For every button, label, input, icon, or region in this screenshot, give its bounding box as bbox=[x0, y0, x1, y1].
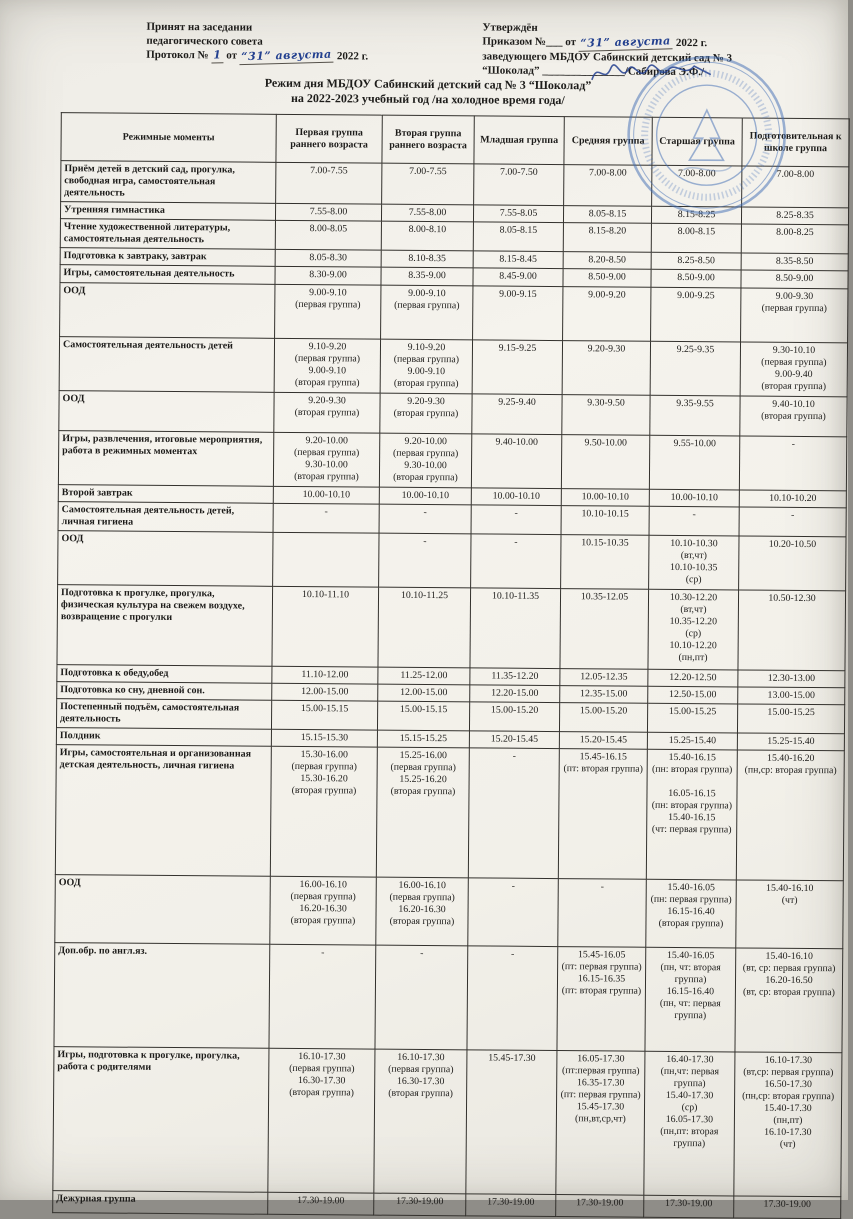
approval-left-line3 bbox=[146, 48, 446, 65]
time-cell: 7.55-8.00 bbox=[381, 204, 473, 222]
time-cell: - bbox=[375, 945, 468, 1050]
time-cell: 15.00-15.25 bbox=[647, 703, 737, 733]
time-cell: 10.10-11.35 bbox=[470, 588, 561, 669]
time-cell: 15.40-16.05 (пн, чт: вторая группа) 16.15-16.40 (пн, чт: первая группа) bbox=[645, 947, 736, 1052]
time-cell: 10.10-10.30 (вт,чт) 10.10-10.35 (ср) bbox=[649, 535, 739, 590]
row-label: Подготовка к завтраку, завтрак bbox=[60, 248, 275, 267]
time-cell: - bbox=[273, 503, 379, 533]
time-cell: 13.00-15.00 bbox=[738, 687, 845, 705]
time-cell: 8.15-8.45 bbox=[473, 251, 563, 269]
time-cell: - bbox=[739, 436, 846, 491]
printed-text: “Шоколад” _______________ bbox=[482, 64, 625, 78]
time-cell: 17.30-19.00 bbox=[374, 1193, 466, 1216]
time-cell: 9.00-9.15 bbox=[473, 286, 563, 341]
table-row bbox=[59, 391, 847, 437]
time-cell: 15.40-16.20 (пн,ср: вторая группа) bbox=[736, 750, 844, 881]
row-label: ООД bbox=[59, 391, 274, 433]
time-cell: 10.20-10.50 bbox=[739, 536, 846, 591]
schedule-body bbox=[53, 161, 849, 1219]
time-cell: 9.30-9.50 bbox=[562, 395, 650, 436]
time-cell: 7.00-8.00 bbox=[742, 166, 849, 208]
time-cell: 8.10-8.35 bbox=[381, 250, 473, 268]
row-label: Приём детей в детский сад, прогулка, свободная игра, самостоятельная деятельность bbox=[61, 161, 276, 204]
time-cell: 15.45-16.05 (пт: первая группа) 16.15-16.35 (пт: вторая группа) bbox=[557, 947, 646, 1052]
time-cell: 9.20-9.30 bbox=[562, 341, 650, 396]
time-cell: 9.20-10.00 (первая группа) 9.30-10.00 (вторая группа) bbox=[273, 432, 379, 487]
time-cell: 12.50-15.00 bbox=[648, 686, 738, 704]
time-cell: 11.10-12.00 bbox=[272, 666, 378, 684]
time-cell: 15.00-15.25 bbox=[737, 704, 844, 734]
time-cell: 7.00-7.55 bbox=[382, 163, 474, 205]
time-cell: 10.00-10.10 bbox=[379, 487, 471, 505]
time-cell: 9.55-10.00 bbox=[649, 435, 739, 490]
table-row bbox=[60, 283, 848, 343]
time-cell: - bbox=[468, 748, 559, 879]
table-row bbox=[53, 1047, 842, 1197]
table-row bbox=[58, 531, 846, 591]
time-cell: 12.20-12.50 bbox=[648, 669, 738, 687]
time-cell: 8.00-8.15 bbox=[651, 223, 741, 253]
printed-text: Приказом №___ от bbox=[482, 35, 579, 49]
time-cell: 9.40-10.10 (вторая группа) bbox=[740, 396, 847, 437]
time-cell: - bbox=[468, 878, 559, 947]
time-cell: 10.00-10.10 bbox=[649, 489, 739, 507]
time-cell: 16.00-16.10 (первая группа) 16.20-16.30 (вторая группа) bbox=[376, 877, 469, 946]
time-cell: 15.00-15.15 bbox=[377, 701, 469, 731]
table-row bbox=[55, 745, 844, 881]
time-cell: 9.00-9.10 (первая группа) bbox=[275, 284, 381, 339]
title-line2: на 2022-2023 учебный год /на холодное время года/ bbox=[290, 90, 565, 108]
handwritten-date: “31” августа bbox=[240, 48, 335, 66]
time-cell: - bbox=[739, 507, 846, 537]
time-cell: 7.00-8.00 bbox=[564, 165, 652, 207]
time-cell: 15.00-15.15 bbox=[271, 700, 377, 730]
time-cell: 9.00-9.20 bbox=[563, 287, 651, 342]
row-label: Самостоятельная деятельность детей, личная гигиена bbox=[58, 502, 273, 533]
time-cell: 8.25-8.50 bbox=[651, 252, 741, 270]
time-cell: 12.30-13.00 bbox=[738, 670, 845, 688]
row-label: ООД bbox=[60, 283, 275, 339]
approval-left-block bbox=[146, 20, 446, 65]
time-cell: 10.15-10.35 bbox=[561, 535, 649, 590]
approval-left-line2: педагогического совета bbox=[146, 34, 263, 48]
time-cell bbox=[273, 532, 379, 587]
row-label: Игры, подготовка к прогулке, прогулка, работа с родителями bbox=[53, 1047, 269, 1193]
row-label: Подготовка к прогулке, прогулка, физическая культура на свежем воздухе, возвращение с прогулки bbox=[57, 585, 273, 667]
row-label: Доп.обр. по англ.яз. bbox=[54, 943, 270, 1049]
table-row bbox=[55, 875, 844, 949]
row-label: Второй завтрак bbox=[58, 485, 273, 504]
time-cell: 9.10-9.20 (первая группа) 9.00-9.10 (вторая группа) bbox=[274, 338, 380, 393]
time-cell: 8.50-9.00 bbox=[741, 270, 848, 289]
time-cell: 8.15-8.20 bbox=[563, 223, 651, 253]
time-cell: 15.45-16.15 (пт: вторая группа) bbox=[558, 749, 647, 880]
time-cell: 12.05-12.35 bbox=[560, 669, 648, 687]
time-cell: 16.10-17.30 (первая группа) 16.30-17.30 (вторая группа) bbox=[268, 1048, 375, 1193]
time-cell: 12.00-15.00 bbox=[272, 683, 378, 701]
time-cell: - bbox=[379, 533, 471, 588]
row-label: Постепенный подъём, самостоятельная деятельность bbox=[56, 699, 271, 730]
title-line1: Режим дня МБДОУ Сабинский детский сад № 3 “Шоколад” bbox=[264, 75, 592, 93]
time-cell: 9.15-9.25 bbox=[472, 340, 562, 395]
time-cell: 9.25-9.35 bbox=[650, 341, 740, 396]
time-cell: 15.40-16.10 (чт) bbox=[736, 880, 844, 949]
time-cell: 15.25-15.40 bbox=[737, 733, 844, 751]
time-cell: 8.20-8.50 bbox=[563, 252, 651, 270]
time-cell: 10.35-12.05 bbox=[560, 589, 649, 670]
time-cell: 10.10-10.15 bbox=[561, 506, 649, 536]
time-cell: 16.00-16.10 (первая группа) 16.20-16.30 (вторая группа) bbox=[270, 876, 377, 945]
handwritten-protocol-number: 1 bbox=[211, 48, 224, 63]
time-cell: 9.35-9.55 bbox=[650, 395, 740, 436]
director-name: /Сабирова Э.Ф./ bbox=[624, 65, 705, 79]
row-label: Подготовка к обеду,обед bbox=[57, 665, 272, 684]
handwritten-date: “31” августа bbox=[579, 34, 674, 52]
time-cell: 15.20-15.45 bbox=[559, 732, 647, 750]
row-label: Самостоятельная деятельность детей bbox=[59, 337, 274, 393]
time-cell: 8.50-9.00 bbox=[651, 269, 741, 288]
time-cell: 15.00-15.20 bbox=[469, 702, 559, 732]
time-cell: 9.20-9.30 (вторая группа) bbox=[274, 392, 380, 433]
time-cell: - bbox=[471, 534, 561, 589]
time-cell: 17.30-19.00 bbox=[644, 1195, 734, 1218]
time-cell: 15.15-15.30 bbox=[271, 729, 377, 747]
time-cell: 7.00-7.55 bbox=[276, 162, 382, 204]
document-title bbox=[4, 74, 852, 111]
time-cell: 9.10-9.20 (первая группа) 9.00-9.10 (вторая группа) bbox=[380, 339, 472, 394]
time-cell: 15.40-16.05 (пн: первая группа) 16.15-16.40 (вторая группа) bbox=[646, 879, 737, 948]
time-cell: 11.25-12.00 bbox=[378, 667, 470, 685]
time-cell: 8.35-8.50 bbox=[741, 253, 848, 271]
approval-left-line1: Принят на заседании bbox=[146, 20, 253, 34]
time-cell: - bbox=[269, 944, 376, 1049]
time-cell: 8.45-9.00 bbox=[473, 268, 563, 287]
row-label: Чтение художественной литературы, самостоятельная деятельность bbox=[60, 219, 275, 250]
table-row bbox=[61, 161, 849, 208]
time-cell: - bbox=[471, 505, 561, 535]
time-cell: 7.55-8.05 bbox=[473, 205, 563, 223]
column-header: Режимные моменты bbox=[61, 113, 276, 163]
time-cell: 8.15-8.25 bbox=[651, 206, 741, 224]
approval-right-line3: заведующего МБДОУ Сабинский детский сад № 3 bbox=[482, 50, 733, 65]
printed-text: 2022 г. bbox=[334, 50, 369, 63]
time-cell: 10.10-11.25 bbox=[378, 587, 471, 668]
time-cell: 10.00-10.10 bbox=[471, 488, 561, 506]
time-cell: 17.30-19.00 bbox=[734, 1196, 841, 1219]
time-cell: 8.35-9.00 bbox=[381, 267, 473, 286]
row-label: Утренняя гимнастика bbox=[60, 202, 275, 221]
time-cell: 8.50-9.00 bbox=[563, 269, 651, 288]
column-header: Средняя группа bbox=[564, 117, 652, 166]
time-cell: 10.10-10.20 bbox=[739, 490, 846, 508]
time-cell: - bbox=[558, 879, 647, 948]
time-cell: 7.00-8.00 bbox=[652, 165, 742, 207]
time-cell: 16.10-17.30 (первая группа) 16.30-17.30 (вторая группа) bbox=[374, 1049, 467, 1194]
table-row bbox=[54, 943, 843, 1053]
time-cell: 8.05-8.15 bbox=[473, 222, 563, 252]
time-cell: 9.30-10.10 (первая группа) 9.00-9.40 (вторая группа) bbox=[740, 342, 847, 397]
time-cell: 16.05-17.30 (пт:первая группа) 16.35-17.30 (пт: первая группа) 15.45-17.30 (пн,вт,ср,чт) bbox=[556, 1051, 645, 1196]
time-cell: 9.20-10.00 (первая группа) 9.30-10.00 (вторая группа) bbox=[379, 433, 471, 488]
row-label: Игры, самостоятельная деятельность bbox=[60, 265, 275, 285]
time-cell: 7.00-7.50 bbox=[474, 164, 564, 206]
time-cell: 8.05-8.30 bbox=[275, 249, 381, 267]
time-cell: 17.30-19.00 bbox=[268, 1192, 374, 1215]
time-cell: 9.25-9.40 bbox=[472, 394, 562, 435]
printed-text: от bbox=[223, 49, 240, 62]
time-cell: 15.00-15.20 bbox=[559, 703, 647, 733]
time-cell: 12.20-15.00 bbox=[470, 685, 560, 703]
time-cell: 8.25-8.35 bbox=[741, 207, 848, 225]
column-header: Вторая группа раннего возраста bbox=[382, 115, 474, 164]
time-cell: 10.00-10.10 bbox=[273, 486, 379, 504]
time-cell: 12.00-15.00 bbox=[378, 684, 470, 702]
time-cell: 10.30-12.20 (вт,чт) 10.35-12.20 (ср) 10.10-12.20 (пн,пт) bbox=[648, 589, 739, 670]
time-cell: 17.30-19.00 bbox=[556, 1195, 644, 1218]
time-cell: 15.25-15.40 bbox=[647, 732, 737, 750]
time-cell: 9.00-9.25 bbox=[651, 287, 741, 342]
time-cell: 11.35-12.20 bbox=[470, 668, 560, 686]
time-cell: 9.00-9.30 (первая группа) bbox=[741, 288, 848, 343]
time-cell: 9.50-10.00 bbox=[561, 435, 649, 490]
time-cell: 7.55-8.00 bbox=[275, 203, 381, 221]
time-cell: 10.10-11.10 bbox=[272, 586, 379, 667]
table-row bbox=[58, 431, 846, 491]
row-label: Игры, самостоятельная и организованная детская деятельность, личная гигиена bbox=[55, 745, 271, 877]
time-cell: 16.10-17.30 (вт,ср: первая группа) 16.50-17.30 (пн,ср: вторая группа) 15.40-17.30 (пн,пт) 16.10-17.30 (чт) bbox=[734, 1052, 842, 1197]
daily-schedule-table bbox=[52, 112, 850, 1219]
time-cell: 15.20-15.45 bbox=[469, 731, 559, 749]
time-cell: 15.45-17.30 bbox=[466, 1050, 557, 1195]
time-cell: 8.00-8.05 bbox=[275, 220, 381, 250]
time-cell: 10.00-10.10 bbox=[561, 489, 649, 507]
time-cell: 12.35-15.00 bbox=[560, 686, 648, 704]
row-label: ООД bbox=[55, 875, 271, 945]
column-header: Старшая группа bbox=[652, 117, 742, 166]
time-cell: 8.30-9.00 bbox=[275, 266, 381, 285]
column-header: Первая группа раннего возраста bbox=[276, 114, 382, 163]
row-label: Полдник bbox=[56, 728, 271, 747]
time-cell: 9.00-9.10 (первая группа) bbox=[381, 285, 473, 340]
time-cell: 16.40-17.30 (пн,чт: первая группа) 15.40-17.30 (ср) 16.05-17.30 (пн,пт: вторая группа) bbox=[644, 1051, 735, 1196]
approval-right-block bbox=[482, 20, 827, 80]
time-cell: 15.40-16.15 (пн: вторая группа) 16.05-16.15 (пн: вторая группа) 15.40-16.15 (чт: первая группа) bbox=[646, 749, 737, 880]
time-cell: - bbox=[467, 946, 558, 1051]
time-cell: 8.05-8.15 bbox=[563, 206, 651, 224]
time-cell: 10.50-12.30 bbox=[738, 590, 846, 671]
printed-text: Протокол № bbox=[146, 48, 212, 62]
row-label: Подготовка ко сну, дневной сон. bbox=[57, 682, 272, 701]
time-cell: 15.15-15.25 bbox=[377, 730, 469, 748]
header-row bbox=[61, 113, 849, 167]
table-row bbox=[59, 337, 847, 397]
column-header: Подготовительная к школе группа bbox=[742, 118, 849, 167]
column-header: Младшая группа bbox=[474, 116, 564, 165]
row-label: ООД bbox=[58, 531, 273, 587]
time-cell: 8.00-8.25 bbox=[741, 224, 848, 254]
row-label: Игры, развлечения, итоговые мероприятия, работа в режимных моментах bbox=[58, 431, 273, 487]
time-cell: 15.25-16.00 (первая группа) 15.25-16.20 (вторая группа) bbox=[376, 747, 469, 878]
time-cell: 15.30-16.00 (первая группа) 15.30-16.20 (вторая группа) bbox=[270, 746, 377, 877]
time-cell: 9.40-10.00 bbox=[471, 434, 561, 489]
time-cell: - bbox=[649, 506, 739, 536]
row-label: Дежурная группа bbox=[53, 1191, 268, 1215]
time-cell: 17.30-19.00 bbox=[466, 1194, 556, 1217]
time-cell: 15.40-16.10 (вт, ср: первая группа) 16.20-16.50 (вт, ср: вторая группа) bbox=[735, 948, 843, 1053]
table-row bbox=[57, 585, 846, 671]
time-cell: - bbox=[379, 504, 471, 534]
time-cell: 9.20-9.30 (вторая группа) bbox=[380, 393, 472, 434]
approval-right-line1: Утверждён bbox=[482, 21, 538, 34]
time-cell: 8.00-8.10 bbox=[381, 221, 473, 251]
printed-text: 2022 г. bbox=[673, 36, 708, 50]
